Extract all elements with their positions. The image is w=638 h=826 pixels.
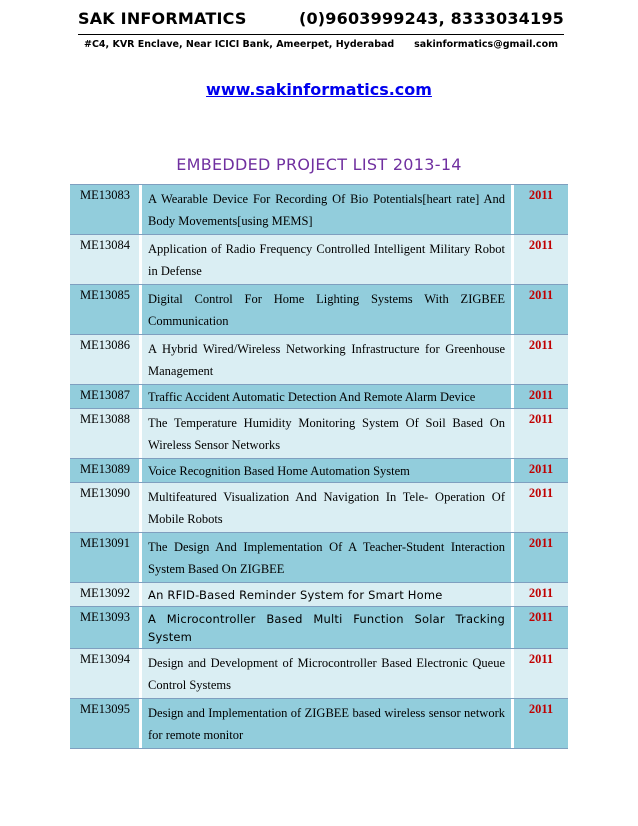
- header-top-line: [78, 6, 564, 32]
- table-row: [70, 235, 568, 285]
- table-row: [70, 607, 568, 649]
- company-address: #C4, KVR Enclave, Near ICICI Bank, Ameerpet, Hyderabad: [84, 39, 395, 50]
- table-row: [70, 649, 568, 699]
- project-year: 2011: [514, 649, 568, 698]
- project-year: 2011: [514, 409, 568, 458]
- project-code: ME13092: [70, 583, 142, 606]
- project-year: 2011: [514, 607, 568, 648]
- project-year: 2011: [514, 285, 568, 334]
- table-row: [70, 459, 568, 483]
- project-code: ME13089: [70, 459, 142, 482]
- project-code: ME13091: [70, 533, 142, 582]
- project-code: ME13085: [70, 285, 142, 334]
- header-contact-line: [78, 39, 564, 50]
- page-header: [78, 6, 564, 50]
- project-year: 2011: [514, 583, 568, 606]
- project-title: Traffic Accident Automatic Detection And Remote Alarm Device: [142, 385, 514, 408]
- project-code: ME13094: [70, 649, 142, 698]
- project-year: 2011: [514, 185, 568, 234]
- project-code: ME13086: [70, 335, 142, 384]
- company-email: sakinformatics@gmail.com: [414, 39, 558, 50]
- company-name: SAK INFORMATICS: [78, 9, 247, 28]
- project-title: A Microcontroller Based Multi Function Solar Tracking System: [142, 607, 514, 648]
- project-year: 2011: [514, 235, 568, 284]
- table-row: [70, 533, 568, 583]
- project-list-title: EMBEDDED PROJECT LIST 2013-14: [176, 155, 462, 174]
- project-year: 2011: [514, 459, 568, 482]
- header-divider: [78, 34, 564, 35]
- project-title: A Wearable Device For Recording Of Bio Potentials[heart rate] And Body Movements[using MEMS]: [142, 185, 514, 234]
- project-title: Multifeatured Visualization And Navigation In Tele- Operation Of Mobile Robots: [142, 483, 514, 532]
- project-table: [70, 184, 568, 749]
- table-row: [70, 483, 568, 533]
- website-link[interactable]: www.sakinformatics.com: [206, 80, 432, 99]
- table-row: [70, 385, 568, 409]
- project-title: Design and Implementation of ZIGBEE based wireless sensor network for remote monitor: [142, 699, 514, 748]
- project-code: ME13084: [70, 235, 142, 284]
- project-code: ME13083: [70, 185, 142, 234]
- project-year: 2011: [514, 533, 568, 582]
- table-row: [70, 409, 568, 459]
- project-title: Voice Recognition Based Home Automation System: [142, 459, 514, 482]
- project-year: 2011: [514, 699, 568, 748]
- project-code: ME13088: [70, 409, 142, 458]
- project-code: ME13090: [70, 483, 142, 532]
- table-row: [70, 285, 568, 335]
- project-code: ME13095: [70, 699, 142, 748]
- phone-numbers: (0)9603999243, 8333034195: [298, 9, 564, 28]
- project-title: Design and Development of Microcontroller Based Electronic Queue Control Systems: [142, 649, 514, 698]
- table-row: [70, 583, 568, 607]
- project-code: ME13087: [70, 385, 142, 408]
- table-row: [70, 335, 568, 385]
- project-code: ME13093: [70, 607, 142, 648]
- project-title: The Design And Implementation Of A Teacher-Student Interaction System Based On ZIGBEE: [142, 533, 514, 582]
- table-row: [70, 185, 568, 235]
- project-year: 2011: [514, 335, 568, 384]
- project-year: 2011: [514, 385, 568, 408]
- table-row: [70, 699, 568, 749]
- project-year: 2011: [514, 483, 568, 532]
- project-title: A Hybrid Wired/Wireless Networking Infrastructure for Greenhouse Management: [142, 335, 514, 384]
- project-title: An RFID-Based Reminder System for Smart Home: [142, 583, 514, 606]
- project-title: Digital Control For Home Lighting Systems With ZIGBEE Communication: [142, 285, 514, 334]
- project-title: Application of Radio Frequency Controlled Intelligent Military Robot in Defense: [142, 235, 514, 284]
- project-title: The Temperature Humidity Monitoring System Of Soil Based On Wireless Sensor Networks: [142, 409, 514, 458]
